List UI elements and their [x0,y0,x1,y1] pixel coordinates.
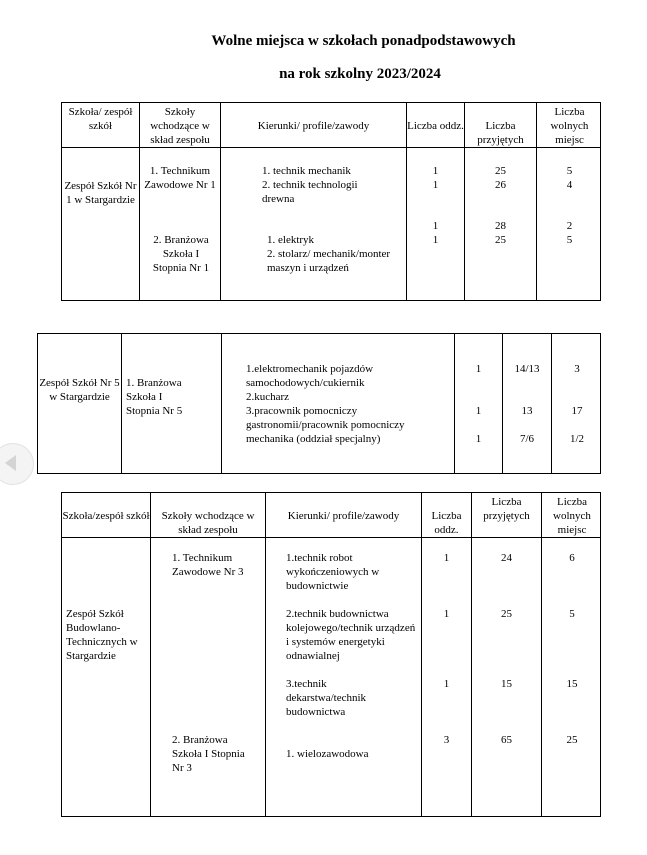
page-title: Wolne miejsca w szkołach ponadpodstawowych [211,33,516,49]
free-value: 5 [569,608,575,620]
free-value: 15 [566,678,578,690]
classes-value: 1 [475,433,482,445]
free-value: 5 [566,234,573,246]
school-name: Zespół Szkół Budowlano-Technicznych w Stargardzie [66,608,138,662]
header-free: Liczba wolnych miejsc [550,106,589,146]
free-value: 3 [574,363,580,375]
header-admitted: Liczba przyjętych [477,120,524,146]
direction-item: 1. technik mechanik [262,165,351,177]
admitted-value: 14/13 [514,363,540,375]
header-units: Szkoły wchodzące w skład zespołu [161,510,255,536]
direction-item: 1.elektromechanik pojazdów samochodowych/cukiernik [246,363,374,389]
admitted-value: 7/6 [519,433,535,445]
direction-item: 2. technik technologii drewna [262,179,358,205]
unit-item: 2. Branżowa Szkoła I Stopnia Nr 3 [172,734,245,774]
free-value: 5 [566,165,573,177]
header-free: Liczba wolnych miejsc [553,496,591,536]
classes-value: 1 [475,363,482,375]
direction-item: 1. wielozawodowa [286,748,369,760]
free-value: 25 [566,734,578,746]
direction-item: 2.technik budownictwa kolejowego/technik urządzeń i systemów energetyki odnawialnej [286,608,416,662]
direction-item: 3.technik dekarstwa/technik budownictwa [286,678,367,718]
admitted-value: 24 [501,552,512,564]
admitted-value: 26 [495,179,506,191]
header-admitted: Liczba przyjętych [483,496,530,522]
admitted-value: 15 [501,678,512,690]
classes-value: 1 [475,405,482,417]
table-zsbt [61,492,601,817]
direction-item: 2. stolarz/ mechanik/monter maszyn i urządzeń [267,248,391,274]
unit-item: 1. Technikum Zawodowe Nr 1 [144,165,216,191]
table-zs1 [61,102,601,301]
chevron-left-icon [3,453,19,473]
unit-item: 1. Branżowa Szkoła I Stopnia Nr 5 [126,377,183,417]
header-classes: Liczba oddz. [431,510,462,536]
classes-value: 3 [443,734,450,746]
admitted-value: 13 [521,405,533,417]
admitted-value: 25 [495,165,506,177]
admitted-value: 28 [495,220,506,232]
free-value: 2 [566,220,573,232]
unit-item: 2. Branżowa Szkoła I Stopnia Nr 1 [152,234,210,274]
admitted-value: 25 [495,234,506,246]
free-value: 6 [569,552,575,564]
direction-item: 1.technik robot wykończeniowych w budownictwie [286,552,380,592]
previous-page-button[interactable] [0,443,34,485]
classes-value: 1 [432,234,439,246]
header-directions: Kierunki/ profile/zawody [287,510,400,522]
free-value: 4 [566,179,573,191]
school-name: Zespół Szkół Nr 1 w Stargardzie [64,180,137,206]
admitted-value: 25 [501,608,512,620]
classes-value: 1 [432,179,439,191]
header-units: Szkoły wchodzące w skład zespołu [150,106,210,146]
free-value: 1/2 [569,433,585,445]
classes-value: 1 [432,220,439,232]
school-name: Zespół Szkół Nr 5 w Stargardzie [39,377,120,403]
header-school: Szkoła/zespół szkół [62,510,150,522]
classes-value: 1 [432,165,439,177]
unit-item: 1. Technikum Zawodowe Nr 3 [172,552,244,578]
header-directions: Kierunki/ profile/zawody [257,120,370,132]
free-value: 17 [571,405,583,417]
table-zs5 [37,333,601,474]
header-classes: Liczba oddz. [407,120,464,132]
admitted-value: 65 [501,734,512,746]
direction-item: 1. elektryk [267,234,315,246]
direction-item: 2.kucharz [246,391,290,403]
classes-value: 1 [443,552,450,564]
direction-item: 3.pracownik pomocniczy gastronomii/pracownik pomocniczy mechanika (oddział specjalny) [246,405,405,445]
classes-value: 1 [443,678,450,690]
page-subtitle: na rok szkolny 2023/2024 [279,66,441,82]
classes-value: 1 [443,608,450,620]
header-school: Szkoła/ zespół szkół [68,106,133,132]
